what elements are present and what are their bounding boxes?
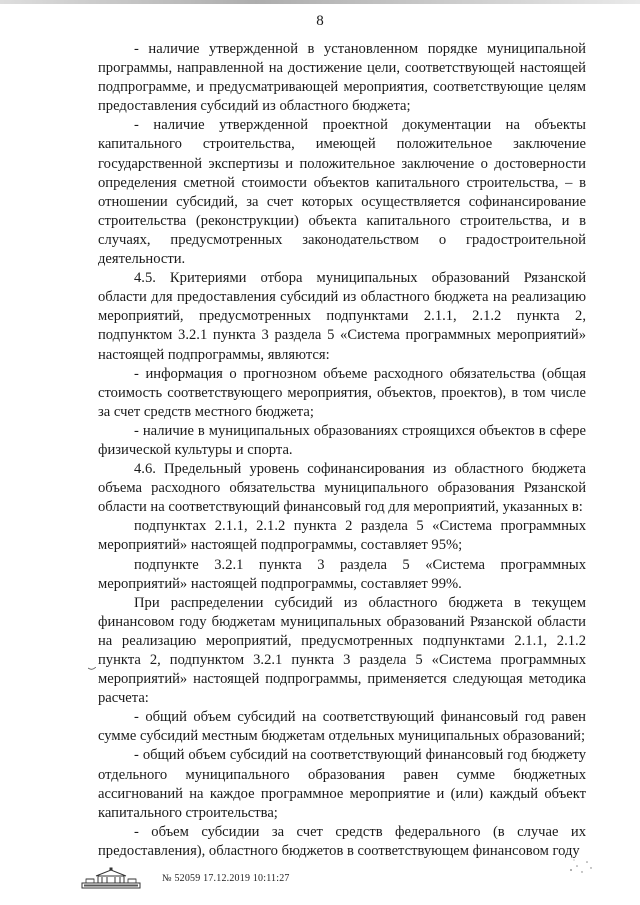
pen-mark-icon xyxy=(88,667,96,671)
paragraph-municipal-subsidies: - общий объем субсидий на соответствующий финансовый год бюджету отдельного муниципального образования равен сумме бюджетных ассигнований на каждое программное мероприятие и (или) каждый объект капитального строительства; xyxy=(98,747,586,821)
document-footer xyxy=(80,866,290,890)
scan-top-edge xyxy=(0,0,640,4)
paragraph-sports-facilities: - наличие в муниципальных образованиях строящихся объектов в сфере физической культуры и спорта. xyxy=(98,422,586,458)
paragraph-municipal-program: - наличие утвержденной в установленном порядке муниципальной программы, направленной на достижение цели, соответствующей настоящей подпрограмме, и предусматривающей мероприятия, соответствующие целям предоставления субсидий из областного бюджета; xyxy=(98,41,586,115)
scan-dots-icon xyxy=(568,856,594,876)
registration-stamp: № 52059 17.12.2019 10:11:27 xyxy=(162,872,290,884)
paragraph-cofinancing-limit: 4.6. Предельный уровень софинансирования из областного бюджета объема расходного обязательства муниципального образования Рязанской области на соответствующий финансовый год для мероприятий, указанных в: xyxy=(98,461,586,516)
page-number: 8 xyxy=(316,13,324,29)
paragraph-project-documentation: - наличие утвержденной проектной документации на объекты капитального строительства, имеющей положительное заключение государственной экспертизы и положительное заключение о достоверности определения сметной стоимости объектов капитального строительства, – в отношении субсидий, за счет которых осуществляется софинансирование строительства (реконструкции) объекта капитального строительства, и в случаях, предусмотренных законодательством о градостроительной деятельности. xyxy=(98,117,586,268)
paragraph-federal-regional-subsidy: - объем субсидии за счет средств федерального (в случае их предоставления), областного бюджетов в соответствующем финансовом году xyxy=(98,823,586,859)
document-body xyxy=(98,40,586,861)
paragraph-limit-95: подпунктах 2.1.1, 2.1.2 пункта 2 раздела 5 «Система программных мероприятий» настоящей подпрограммы, составляет 95%; xyxy=(98,518,586,554)
paragraph-selection-criteria: 4.5. Критериями отбора муниципальных образований Рязанской области для предоставления субсидий из областного бюджета на реализацию мероприятий, предусмотренных подпунктами 2.1.1, 2.1.2 пункта 2, подпунктом 3.2.1 пункта 3 раздела 5 «Система программных мероприятий» настоящей подпрограммы, являются: xyxy=(98,270,586,363)
government-building-logo-icon xyxy=(80,867,142,889)
paragraph-total-subsidies: - общий объем субсидий на соответствующий финансовый год равен сумме субсидий местным бюджетам отдельных муниципальных образований; xyxy=(98,709,586,745)
paragraph-limit-99: подпункте 3.2.1 пункта 3 раздела 5 «Система программных мероприятий» настоящей подпрограммы, составляет 99%. xyxy=(98,556,586,592)
paragraph-distribution-method: При распределении субсидий из областного бюджета в текущем финансовом году бюджетам муниципальных образований Рязанской области на реализацию мероприятий, предусмотренных подпунктами 2.1.1, 2.1.2 пункта 2, подпунктом 3.2.1 пункта 3 раздела 5 «Система программных мероприятий» настоящей подпрограммы, применяется следующая методика расчета: xyxy=(98,594,586,707)
paragraph-forecast-information: - информация о прогнозном объеме расходного обязательства (общая стоимость соответствующего мероприятия, объектов, проектов), в том числе за счет средств местного бюджета; xyxy=(98,365,586,420)
